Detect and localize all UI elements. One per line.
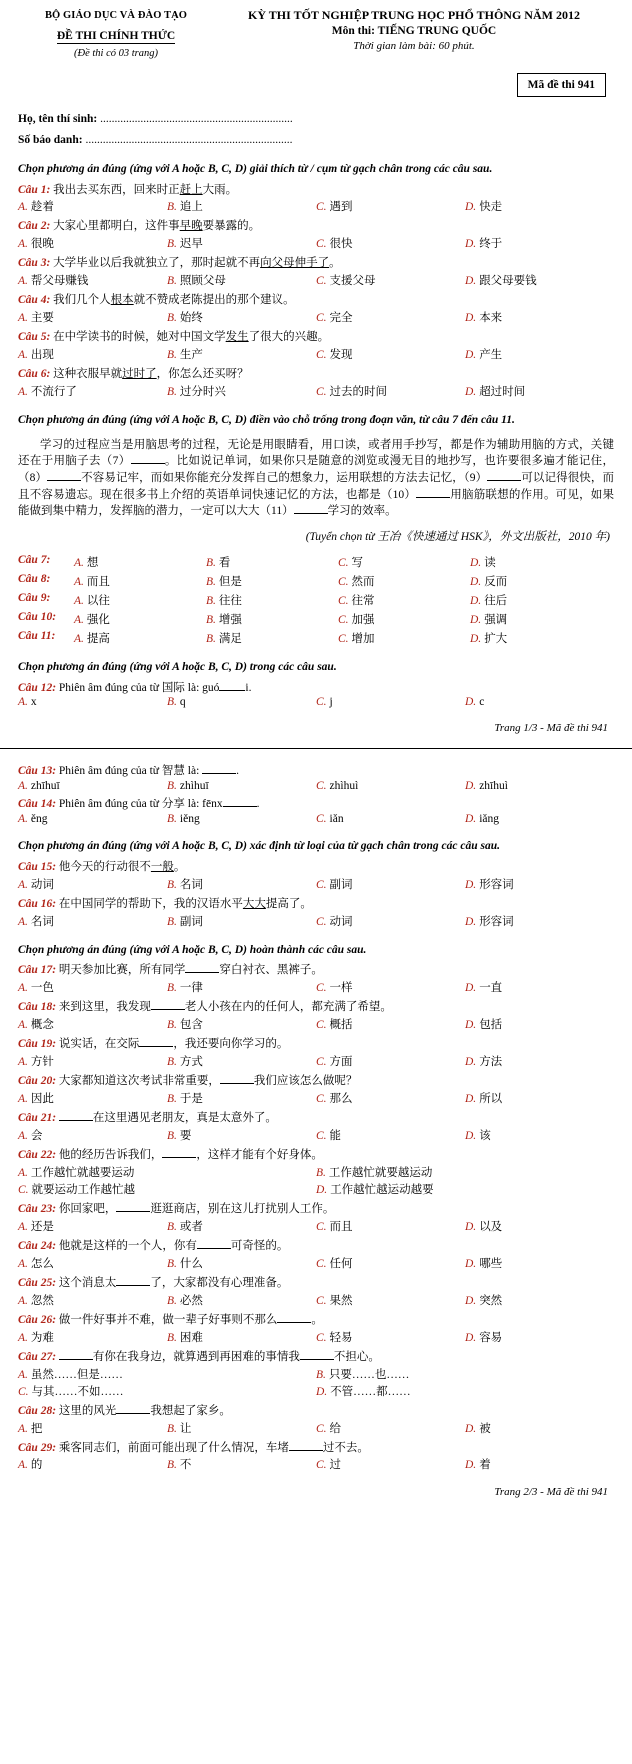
question-block-28 xyxy=(18,1404,614,1436)
option-29-d[interactable]: D. 着 xyxy=(465,1459,491,1472)
option-19-b[interactable]: B. 方式 xyxy=(167,1056,203,1069)
question-number-8: Câu 8: xyxy=(18,573,51,586)
option-24-d[interactable]: D. 哪些 xyxy=(465,1257,503,1270)
options-4 xyxy=(18,309,614,325)
q14-blank xyxy=(223,806,257,807)
option-3-a[interactable]: A. 帮父母赚钱 xyxy=(18,275,89,288)
cloze-passage: 学习的过程应当是用脑思考的过程，无论是用眼睛看，用口读，或者用手抄写，都是作为辅助用脑的方式，关键还在于用脑子去（7） 。比如说记单词，如果你只是随意的浏览或漫无目的地抄写，也许要很多遍才能记住，（8） 不容易记牢，而如果你能充分发挥自己的想象力，运用联想的方法去记忆，（9） 可以记得很快，而且不容易遗忘。现在很多书上介绍的英语单词快速记忆的方法，也都是（10） 用脑筋联想的作用。可见，如果能做到集中精力，发挥脑的潜力，一定可以大大（11） 学习的效率。 xyxy=(18,438,615,518)
q24-blank xyxy=(197,1248,231,1249)
question-stem-20: Câu 20: 大家都知道这次考试非常重要， 我们应该怎么做呢？ xyxy=(18,1075,358,1088)
stem-post-1: 大雨。 xyxy=(202,183,238,196)
option-8-a[interactable]: A. 而且 xyxy=(74,576,110,589)
question-stem-18: Câu 18: 来到这里，我发现 老人小孩在内的任何人，都充满了希望。 xyxy=(18,1001,392,1014)
option-7-d[interactable]: D. 读 xyxy=(470,557,496,570)
option-19-d[interactable]: D. 方法 xyxy=(465,1056,503,1069)
question-stem-21: Câu 21: 在这里遇见老朋友，真是太意外了。 xyxy=(18,1112,277,1124)
option-16-c[interactable]: C. 动词 xyxy=(316,915,353,928)
stem-underlined-3: 向父母伸手了 xyxy=(260,257,330,270)
exam-title: KỲ THI TỐT NGHIỆP TRUNG HỌC PHỔ THÔNG NĂM 2012 xyxy=(248,8,580,22)
option-25-d[interactable]: D. 突然 xyxy=(465,1294,503,1307)
candidate-number-label: Số báo danh: xyxy=(18,134,83,146)
option-28-b[interactable]: B. 让 xyxy=(167,1422,192,1435)
q17-blank xyxy=(185,972,219,973)
option-4-a[interactable]: A. 主要 xyxy=(18,312,54,325)
question-block-20 xyxy=(18,1074,614,1106)
question-number-21: Câu 21: xyxy=(18,1112,57,1124)
option-14-c[interactable]: C. iǎn xyxy=(316,813,344,826)
option-27-d[interactable]: D. 不管……都…… xyxy=(316,1385,411,1398)
option-26-a[interactable]: A. 为难 xyxy=(18,1331,54,1344)
option-9-c[interactable]: C. 往常 xyxy=(338,595,375,608)
option-18-b[interactable]: B. 包含 xyxy=(167,1019,203,1032)
option-23-a[interactable]: A. 还是 xyxy=(18,1220,54,1233)
question-block-5 xyxy=(18,330,614,362)
option-4-d[interactable]: D. 本来 xyxy=(465,312,503,325)
question-stem-19: Câu 19: 说实话，在交际 ，我还要向你学习的。 xyxy=(18,1038,289,1051)
time-limit: Thời gian làm bài: 60 phút. xyxy=(353,40,475,52)
option-24-b[interactable]: B. 什么 xyxy=(167,1257,203,1270)
question-block-18 xyxy=(18,1000,614,1032)
option-11-a[interactable]: A. 提高 xyxy=(74,633,110,646)
question-number-23: Câu 23: xyxy=(18,1202,57,1215)
question-block-27 xyxy=(18,1350,614,1399)
option-24-c[interactable]: C. 任何 xyxy=(316,1257,353,1270)
question-stem-26: Câu 26: 做一件好事并不难，做一辈子好事则不那么 。 xyxy=(18,1313,323,1326)
option-17-b[interactable]: B. 一律 xyxy=(167,982,203,995)
question-number-7: Câu 7: xyxy=(18,554,51,567)
question-block-1 xyxy=(18,183,614,215)
option-9-d[interactable]: D. 往后 xyxy=(470,595,508,608)
option-10-a[interactable]: A. 强化 xyxy=(74,614,110,627)
option-15-b[interactable]: B. 名词 xyxy=(167,878,203,891)
option-25-c[interactable]: C. 果然 xyxy=(316,1294,353,1307)
option-7-c[interactable]: C. 写 xyxy=(338,557,364,570)
question-stem-27: Câu 27: 有你在我身边，就算遇到再困难的事情我 不担心。 xyxy=(18,1350,380,1363)
option-4-b[interactable]: B. 始终 xyxy=(167,312,203,325)
option-26-b[interactable]: B. 困难 xyxy=(167,1331,203,1344)
question-stem-25: Câu 25: 这个消息太 了，大家都没有心理准备。 xyxy=(18,1276,289,1289)
option-6-c[interactable]: C. 过去的时间 xyxy=(316,386,388,399)
q27-blank-2 xyxy=(300,1359,334,1360)
candidate-name-dots: ................................................................... xyxy=(100,113,293,125)
instruction-5: Chọn phương án đúng (ứng với A hoặc B, C, D) hoàn thành các câu sau. xyxy=(18,943,367,956)
question-number-16: Câu 16: xyxy=(18,897,57,910)
options-14 xyxy=(18,813,614,825)
question-number-20: Câu 20: xyxy=(18,1075,57,1088)
option-13-c[interactable]: C. zhìhuì xyxy=(316,780,359,793)
question-number-24: Câu 24: xyxy=(18,1239,57,1252)
option-23-d[interactable]: D. 以及 xyxy=(465,1220,503,1233)
option-25-b[interactable]: B. 必然 xyxy=(167,1294,203,1307)
option-22-a[interactable]: A. 工作越忙就越要运动 xyxy=(18,1166,135,1179)
question-block-17 xyxy=(18,963,614,995)
option-1-c[interactable]: C. 遇到 xyxy=(316,201,353,214)
option-5-c[interactable]: C. 发现 xyxy=(316,349,353,362)
option-28-d[interactable]: D. 被 xyxy=(465,1422,491,1435)
option-14-d[interactable]: D. iǎng xyxy=(465,813,499,826)
question-block-6 xyxy=(18,367,614,399)
options-12 xyxy=(18,696,614,708)
q22-blank xyxy=(162,1157,196,1158)
q28-blank xyxy=(116,1413,150,1414)
option-27-b[interactable]: B. 只要……也…… xyxy=(316,1368,410,1381)
question-number-2: Câu 2: xyxy=(18,220,51,233)
question-block-12 xyxy=(18,681,614,709)
option-5-d[interactable]: D. 产生 xyxy=(465,349,503,362)
ministry-name: BỘ GIÁO DỤC VÀ ĐÀO TẠO xyxy=(44,10,188,21)
option-20-a[interactable]: A. 因此 xyxy=(18,1093,54,1105)
options-3 xyxy=(18,272,614,288)
option-20-b[interactable]: B. 于是 xyxy=(167,1093,203,1105)
passage-blank-10 xyxy=(416,497,450,498)
page-2-footer: Trang 2/3 - Mã đề thi 941 xyxy=(494,1486,608,1499)
option-18-c[interactable]: C. 概括 xyxy=(316,1019,353,1032)
stem-underlined-2: 早晚 xyxy=(179,220,203,233)
question-stem-14: Câu 14: Phiên âm đúng của từ 分享 là: fēnx . xyxy=(18,798,260,811)
question-block-16 xyxy=(18,897,614,929)
question-block-15 xyxy=(18,860,614,892)
instruction-2: Chọn phương án đúng (ứng với A hoặc B, C, D) điền vào chỗ trống trong đoạn văn, từ câu 7 đến câu 11. xyxy=(18,414,515,427)
option-16-a[interactable]: A. 名词 xyxy=(18,915,54,928)
options-16 xyxy=(18,913,614,929)
option-4-c[interactable]: C. 完全 xyxy=(316,312,353,325)
question-number-6: Câu 6: xyxy=(18,368,51,381)
candidate-name-row xyxy=(18,113,614,125)
passage-blank-8 xyxy=(47,480,81,481)
option-24-a[interactable]: A. 怎么 xyxy=(18,1257,54,1270)
options-27-row2 xyxy=(18,1383,614,1399)
candidate-name-label: Họ, tên thí sinh: xyxy=(18,113,98,125)
option-19-c[interactable]: C. 方面 xyxy=(316,1056,353,1069)
option-6-a[interactable]: A. 不流行了 xyxy=(18,386,77,399)
q23-blank xyxy=(116,1211,150,1212)
options-29 xyxy=(18,1456,614,1472)
official-exam-label: ĐỀ THI CHÍNH THỨC xyxy=(56,30,176,42)
question-block-22 xyxy=(18,1148,614,1197)
document-header xyxy=(18,8,614,59)
options-23 xyxy=(18,1218,614,1234)
question-stem-6: Câu 6: 这种衣服早就过时了，你怎么还买呀？ xyxy=(18,368,249,381)
option-11-b[interactable]: B. 满足 xyxy=(206,633,242,646)
options-6 xyxy=(18,383,614,399)
q18-blank xyxy=(151,1009,185,1010)
question-stem-29: Câu 29: 乘客同志们，前面可能出现了什么情况，车堵 过不去。 xyxy=(18,1441,369,1454)
options-18 xyxy=(18,1016,614,1032)
option-27-a[interactable]: A. 虽然……但是…… xyxy=(18,1368,123,1381)
question-stem-13: Câu 13: Phiên âm đúng của từ 智慧 là: . xyxy=(18,765,240,778)
option-10-c[interactable]: C. 加强 xyxy=(338,614,375,627)
option-8-c[interactable]: C. 然而 xyxy=(338,576,375,589)
question-block-26 xyxy=(18,1313,614,1345)
option-10-d[interactable]: D. 强调 xyxy=(470,614,508,627)
option-22-b[interactable]: B. 工作越忙就要越运动 xyxy=(316,1166,433,1179)
option-25-a[interactable]: A. 忽然 xyxy=(18,1294,54,1307)
q13-blank xyxy=(202,773,236,774)
question-stem-22: Câu 22: 他的经历告诉我们， ，这样才能有个好身体。 xyxy=(18,1148,323,1161)
pages-note: (Đề thi có 03 trang) xyxy=(74,48,158,59)
question-block-21 xyxy=(18,1111,614,1143)
question-block-19 xyxy=(18,1037,614,1069)
instruction-1: Chọn phương án đúng (ứng với A hoặc B, C, D) giải thích từ / cụm từ gạch chân trong các câu sau. xyxy=(18,163,493,175)
question-number-28: Câu 28: xyxy=(18,1404,57,1417)
question-number-18: Câu 18: xyxy=(18,1001,57,1014)
option-28-c[interactable]: C. 给 xyxy=(316,1422,342,1435)
stem-underlined-15: 一般 xyxy=(150,860,174,873)
option-23-c[interactable]: C. 而且 xyxy=(316,1220,353,1233)
question-block-2 xyxy=(18,219,614,251)
option-22-d[interactable]: D. 工作越忙越运动越要 xyxy=(316,1183,434,1196)
q21-blank xyxy=(59,1120,93,1121)
option-16-b[interactable]: B. 副词 xyxy=(167,915,203,928)
option-13-a[interactable]: A. zhīhuī xyxy=(18,780,60,793)
exam-page-1 xyxy=(0,0,632,740)
option-3-d[interactable]: D. 跟父母要钱 xyxy=(465,275,537,288)
option-11-d[interactable]: D. 扩大 xyxy=(470,633,508,646)
option-29-c[interactable]: C. 过 xyxy=(316,1459,342,1472)
exam-code-badge: Mã đề thi 941 xyxy=(517,73,606,97)
question-number-13: Câu 13: xyxy=(18,765,57,778)
question-stem-23: Câu 23: 你回家吧， 逛逛商店，别在这儿打扰别人工作。 xyxy=(18,1202,335,1215)
option-3-c[interactable]: C. 支援父母 xyxy=(316,275,376,288)
options-5 xyxy=(18,346,614,362)
option-15-c[interactable]: C. 副词 xyxy=(316,878,353,891)
q25-blank xyxy=(116,1285,150,1286)
options-25 xyxy=(18,1292,614,1308)
passage-source: (Tuyển chọn từ 王冶《快速通过 HSK》，外文出版社，2010 年) xyxy=(305,531,610,544)
option-12-a[interactable]: A. x xyxy=(18,696,37,709)
option-15-d[interactable]: D. 形容词 xyxy=(465,878,514,891)
option-13-d[interactable]: D. zhīhuì xyxy=(465,780,508,793)
options-1 xyxy=(18,198,614,214)
stem-underlined-4: 根本 xyxy=(110,294,134,307)
option-2-d[interactable]: D. 终于 xyxy=(465,238,503,251)
option-28-a[interactable]: A. 把 xyxy=(18,1422,43,1435)
question-stem-16: Câu 16: 在中国同学的帮助下，我的汉语水平大大提高了。 xyxy=(18,897,312,910)
question-number-10: Câu 10: xyxy=(18,611,57,624)
option-5-a[interactable]: A. 出现 xyxy=(18,349,54,362)
option-26-d[interactable]: D. 容易 xyxy=(465,1331,503,1344)
question-block-29 xyxy=(18,1441,614,1473)
question-number-27: Câu 27: xyxy=(18,1350,57,1363)
question-block-25 xyxy=(18,1276,614,1308)
question-number-22: Câu 22: xyxy=(18,1148,57,1161)
option-29-a[interactable]: A. 的 xyxy=(18,1459,43,1472)
question-number-26: Câu 26: xyxy=(18,1313,57,1326)
option-18-a[interactable]: A. 概念 xyxy=(18,1019,54,1032)
cloze-row-8 xyxy=(18,573,614,589)
question-stem-17: Câu 17: 明天参加比赛，所有同学 穿白衬衣、黑裤子。 xyxy=(18,964,323,977)
question-block-3 xyxy=(18,256,614,288)
option-8-d[interactable]: D. 反而 xyxy=(470,576,508,589)
q26-blank xyxy=(277,1322,311,1323)
stem-underlined-16: 大大 xyxy=(242,897,266,910)
option-22-c[interactable]: C. 就要运动工作越忙越 xyxy=(18,1183,136,1196)
option-2-c[interactable]: C. 很快 xyxy=(316,238,353,251)
options-13 xyxy=(18,780,614,792)
option-10-b[interactable]: B. 增强 xyxy=(206,614,242,627)
option-18-d[interactable]: D. 包括 xyxy=(465,1019,503,1032)
option-11-c[interactable]: C. 增加 xyxy=(338,633,375,646)
option-21-a[interactable]: A. 会 xyxy=(18,1129,43,1142)
options-19 xyxy=(18,1053,614,1069)
passage-blank-11 xyxy=(294,513,328,514)
option-17-d[interactable]: D. 一直 xyxy=(465,982,503,995)
options-27-row1 xyxy=(18,1366,614,1382)
question-stem-12: Câu 12: Phiên âm đúng của từ 国际 là: guó i. xyxy=(18,681,252,694)
option-20-d[interactable]: D. 所以 xyxy=(465,1093,503,1105)
question-number-12: Câu 12: xyxy=(18,681,57,694)
passage-blank-7 xyxy=(131,463,165,464)
question-number-25: Câu 25: xyxy=(18,1276,57,1289)
question-stem-1 xyxy=(18,183,614,198)
question-stem-2: Câu 2: 大家心里都明白，这件事早晚要暴露的。 xyxy=(18,220,261,233)
q27-blank-1 xyxy=(59,1359,93,1360)
option-27-c[interactable]: C. 与其……不如…… xyxy=(18,1385,124,1398)
q12-blank xyxy=(219,690,245,691)
option-2-a[interactable]: A. 很晚 xyxy=(18,238,54,251)
question-number-5: Câu 5: xyxy=(18,331,51,344)
option-17-a[interactable]: A. 一色 xyxy=(18,982,54,995)
candidate-number-dots: ........................................................................ xyxy=(85,134,293,146)
exam-page-2 xyxy=(0,749,632,1504)
stem-underlined-6: 过时了 xyxy=(122,368,157,381)
question-block-14 xyxy=(18,797,614,825)
header-right-block xyxy=(214,8,614,52)
passage-blank-9 xyxy=(487,480,521,481)
question-block-13 xyxy=(18,764,614,792)
options-21 xyxy=(18,1127,614,1143)
subject-line: Môn thi: TIẾNG TRUNG QUỐC xyxy=(331,25,497,37)
question-number-14: Câu 14: xyxy=(18,798,57,811)
option-20-c[interactable]: C. 那么 xyxy=(316,1093,353,1105)
option-7-a[interactable]: A. 想 xyxy=(74,557,99,570)
question-stem-28: Câu 28: 这里的风光 我想起了家乡。 xyxy=(18,1404,231,1417)
option-15-a[interactable]: A. 动词 xyxy=(18,878,54,891)
option-21-b[interactable]: B. 要 xyxy=(167,1129,192,1142)
option-29-b[interactable]: B. 不 xyxy=(167,1459,192,1472)
q20-blank xyxy=(220,1083,254,1084)
option-9-a[interactable]: A. 以往 xyxy=(74,595,110,608)
question-block-23 xyxy=(18,1202,614,1234)
question-number-4: Câu 4: xyxy=(18,294,51,307)
option-7-b[interactable]: B. 看 xyxy=(206,557,231,570)
options-20 xyxy=(18,1090,614,1106)
option-13-b[interactable]: B. zhìhuī xyxy=(167,780,209,793)
option-9-b[interactable]: B. 往往 xyxy=(206,595,242,608)
question-stem-3: Câu 3: 大学毕业以后我就独立了，那时起就不再向父母伸手了。 xyxy=(18,257,341,270)
option-12-c[interactable]: C. j xyxy=(316,696,333,709)
option-16-d[interactable]: D. 形容词 xyxy=(465,915,514,928)
option-6-b[interactable]: B. 过分时兴 xyxy=(167,386,226,399)
question-stem-24: Câu 24: 他就是这样的一个人，你有 可奇怪的。 xyxy=(18,1239,289,1252)
option-23-b[interactable]: B. 或者 xyxy=(167,1220,203,1233)
question-number-15: Câu 15: xyxy=(18,860,57,873)
q19-blank xyxy=(139,1046,173,1047)
stem-underlined-5: 发生 xyxy=(225,331,249,344)
page-1-footer: Trang 1/3 - Mã đề thi 941 xyxy=(494,722,608,735)
cloze-row-9 xyxy=(18,592,614,608)
cloze-row-10 xyxy=(18,611,614,627)
options-28 xyxy=(18,1420,614,1436)
option-12-b[interactable]: B. q xyxy=(167,696,186,709)
instruction-3: Chọn phương án đúng (ứng với A hoặc B, C, D) trong các câu sau. xyxy=(18,661,337,674)
option-5-b[interactable]: B. 生产 xyxy=(167,349,203,362)
options-22-row1 xyxy=(18,1164,614,1180)
option-14-a[interactable]: A. ěng xyxy=(18,813,48,826)
option-1-b[interactable]: B. 追上 xyxy=(167,201,203,214)
option-1-a[interactable]: A. 趁着 xyxy=(18,201,54,214)
options-22-row2 xyxy=(18,1181,614,1197)
option-14-b[interactable]: B. iěng xyxy=(167,813,200,826)
q29-blank xyxy=(289,1450,323,1451)
candidate-number-row xyxy=(18,134,614,146)
question-number-17: Câu 17: xyxy=(18,964,57,977)
instruction-4: Chọn phương án đúng (ứng với A hoặc B, C, D) xác định từ loại của từ gạch chân trong các câu sau. xyxy=(18,840,500,853)
options-15 xyxy=(18,876,614,892)
question-block-4 xyxy=(18,293,614,325)
question-number-3: Câu 3: xyxy=(18,257,51,270)
option-1-d[interactable]: D. 快走 xyxy=(465,201,503,214)
exam-code-row xyxy=(18,73,614,97)
option-21-d[interactable]: D. 该 xyxy=(465,1129,491,1142)
options-24 xyxy=(18,1255,614,1271)
option-3-b[interactable]: B. 照顾父母 xyxy=(167,275,226,288)
cloze-row-7 xyxy=(18,554,614,570)
question-number-1: Câu 1: xyxy=(18,183,51,196)
question-stem-4: Câu 4: 我们几个人根本就不赞成老陈提出的那个建议。 xyxy=(18,294,295,307)
question-number-11: Câu 11: xyxy=(18,630,56,643)
options-26 xyxy=(18,1329,614,1345)
option-26-c[interactable]: C. 轻易 xyxy=(316,1331,353,1344)
question-stem-5: Câu 5: 在中学读书的时候，她对中国文学发生了很大的兴趣。 xyxy=(18,331,330,344)
cloze-options-list xyxy=(18,554,614,646)
option-8-b[interactable]: B. 但是 xyxy=(206,576,242,589)
question-number-29: Câu 29: xyxy=(18,1441,57,1454)
option-12-d[interactable]: D. c xyxy=(465,696,485,709)
header-left-block xyxy=(18,8,214,59)
option-17-c[interactable]: C. 一样 xyxy=(316,982,353,995)
question-block-24 xyxy=(18,1239,614,1271)
option-19-a[interactable]: A. 方针 xyxy=(18,1056,54,1069)
option-2-b[interactable]: B. 迟早 xyxy=(167,238,203,251)
cloze-row-11 xyxy=(18,630,614,646)
stem-underlined-1: 赶上 xyxy=(179,183,203,196)
question-stem-15: Câu 15: 他今天的行动很不一般。 xyxy=(18,860,186,873)
option-6-d[interactable]: D. 超过时间 xyxy=(465,386,526,399)
stem-pre-1: 我出去买东西，回来时正 xyxy=(53,183,180,196)
options-2 xyxy=(18,235,614,251)
options-17 xyxy=(18,979,614,995)
question-number-19: Câu 19: xyxy=(18,1038,57,1051)
question-number-9: Câu 9: xyxy=(18,592,51,605)
option-21-c[interactable]: C. 能 xyxy=(316,1129,342,1142)
